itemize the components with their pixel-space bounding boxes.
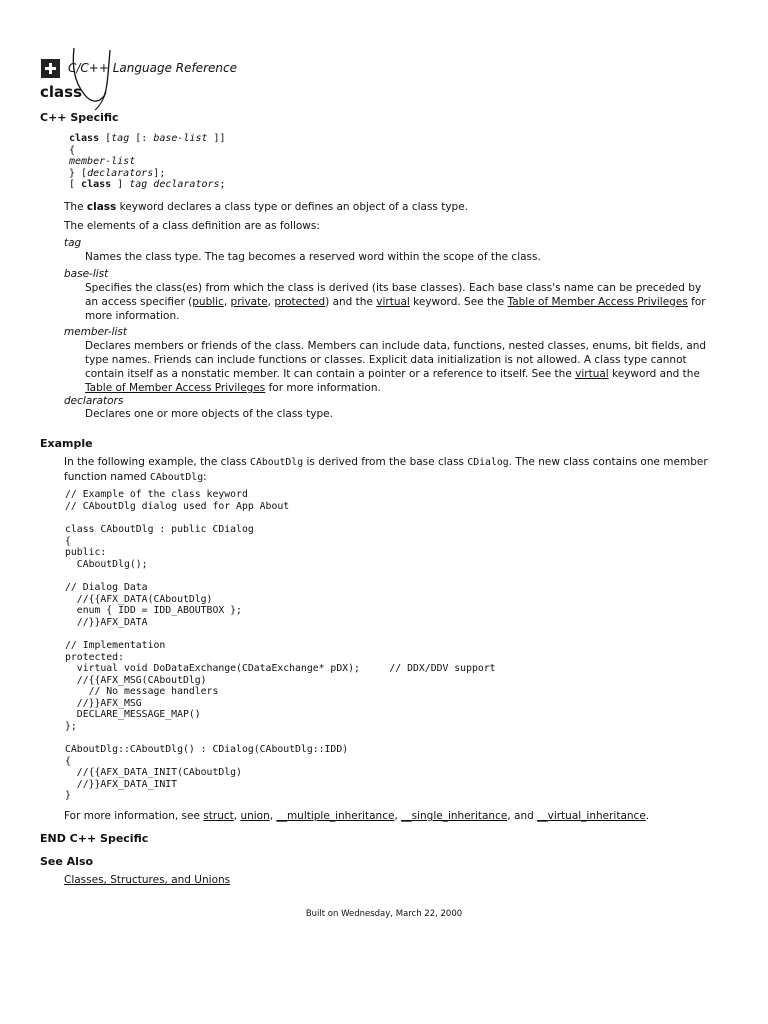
code-block-dialog-data: // Dialog Data //{{AFX_DATA(CAboutDlg) enum { IDD = IDD_ABOUTBOX }; //}}AFX_DATA xyxy=(65,582,242,628)
code-block-implementation: // Implementation protected: virtual void DoDataExchange(CDataExchange* pDX); // DDX/DDV support //{{AFX_MSG(CAboutDlg) // No message handlers //}}AFX_MSG DECLARE_MESSAGE_MAP() }; xyxy=(65,640,496,732)
cpp-specific-heading: C++ Specific xyxy=(40,111,119,124)
link-classes-structures-unions[interactable]: Classes, Structures, and Unions xyxy=(64,874,231,886)
header-title: C/C++ Language Reference xyxy=(68,61,237,75)
term-declarators: declarators xyxy=(64,395,124,407)
handwritten-annotation xyxy=(62,46,132,116)
def-declarators: Declares one or more objects of the class type. xyxy=(85,408,333,420)
term-base-list: base-list xyxy=(64,268,109,280)
def-member-list: Declares members or friends of the class. Members can include data, functions, nested classes, enums, bit fields, and type names. Friends can include functions or classes. Explicit data initialization is not allowed. A class type cannot contain itself as a nonstatic member. It can contain a pointer or a reference to itself. See the virtual keyword and the Table of Member Access Privileges for more information. xyxy=(85,340,707,394)
link-single-inheritance[interactable]: __single_inheritance xyxy=(401,810,508,822)
link-virtual-inheritance[interactable]: __virtual_inheritance xyxy=(537,810,646,822)
link-multiple-inheritance[interactable]: __multiple_inheritance xyxy=(276,810,395,822)
link-member-access-table[interactable]: Table of Member Access Privileges xyxy=(85,382,266,394)
code-block-constructor: CAboutDlg::CAboutDlg() : CDialog(CAboutDlg::IDD) { //{{AFX_DATA_INIT(CAboutDlg) //}}AFX_DATA_INIT } xyxy=(65,744,349,801)
link-union[interactable]: union xyxy=(240,810,270,822)
syntax-line: member-list xyxy=(69,156,136,168)
syntax-line: class [tag [: base-list ]] xyxy=(69,133,226,144)
link-member-access-table[interactable]: Table of Member Access Privileges xyxy=(507,296,688,308)
see-also-heading: See Also xyxy=(40,855,94,868)
link-virtual[interactable]: virtual xyxy=(575,368,609,380)
code-block-comments: // Example of the class keyword // CAboutDlg dialog used for App About xyxy=(65,489,290,512)
link-virtual[interactable]: virtual xyxy=(376,296,410,308)
def-base-list: Specifies the class(es) from which the class is derived (its base classes). Each base class's name can be preceded by an access specifier (public, private, protected) and the virtual keyword. See the Table of Member Access Privileges for more information. xyxy=(85,282,706,322)
footer-build-date: Built on Wednesday, March 22, 2000 xyxy=(305,909,463,919)
intro-paragraph: The class keyword declares a class type or defines an object of a class type. xyxy=(64,201,469,213)
syntax-block xyxy=(69,133,226,191)
link-private[interactable]: private xyxy=(230,296,268,308)
elements-paragraph: The elements of a class definition are as follows: xyxy=(64,220,320,232)
see-also-paragraph xyxy=(64,873,714,887)
link-struct[interactable]: struct xyxy=(203,810,234,822)
msdn-plus-icon xyxy=(41,59,60,78)
link-public[interactable]: public xyxy=(192,296,224,308)
syntax-line: } [declarators]; xyxy=(69,167,166,179)
page-title: class xyxy=(40,83,83,101)
more-info-paragraph: For more information, see struct, union, __multiple_inheritance, __single_inheritance, and __virtual_inheritance. xyxy=(64,810,650,822)
code-block-class-decl: class CAboutDlg : public CDialog { public: CAboutDlg(); xyxy=(65,524,254,570)
term-tag: tag xyxy=(64,237,82,249)
example-paragraph: In the following example, the class CAboutDlg is derived from the base class CDialog. The new class contains one member function named CAboutDlg: xyxy=(64,456,708,483)
syntax-line: { xyxy=(69,144,76,156)
example-heading: Example xyxy=(40,437,93,450)
syntax-line: [ class ] tag declarators; xyxy=(69,179,226,191)
def-tag: Names the class type. The tag becomes a reserved word within the scope of the class. xyxy=(85,251,541,263)
term-member-list: member-list xyxy=(64,326,127,338)
end-cpp-specific-heading: END C++ Specific xyxy=(40,832,149,845)
link-protected[interactable]: protected xyxy=(274,296,326,308)
